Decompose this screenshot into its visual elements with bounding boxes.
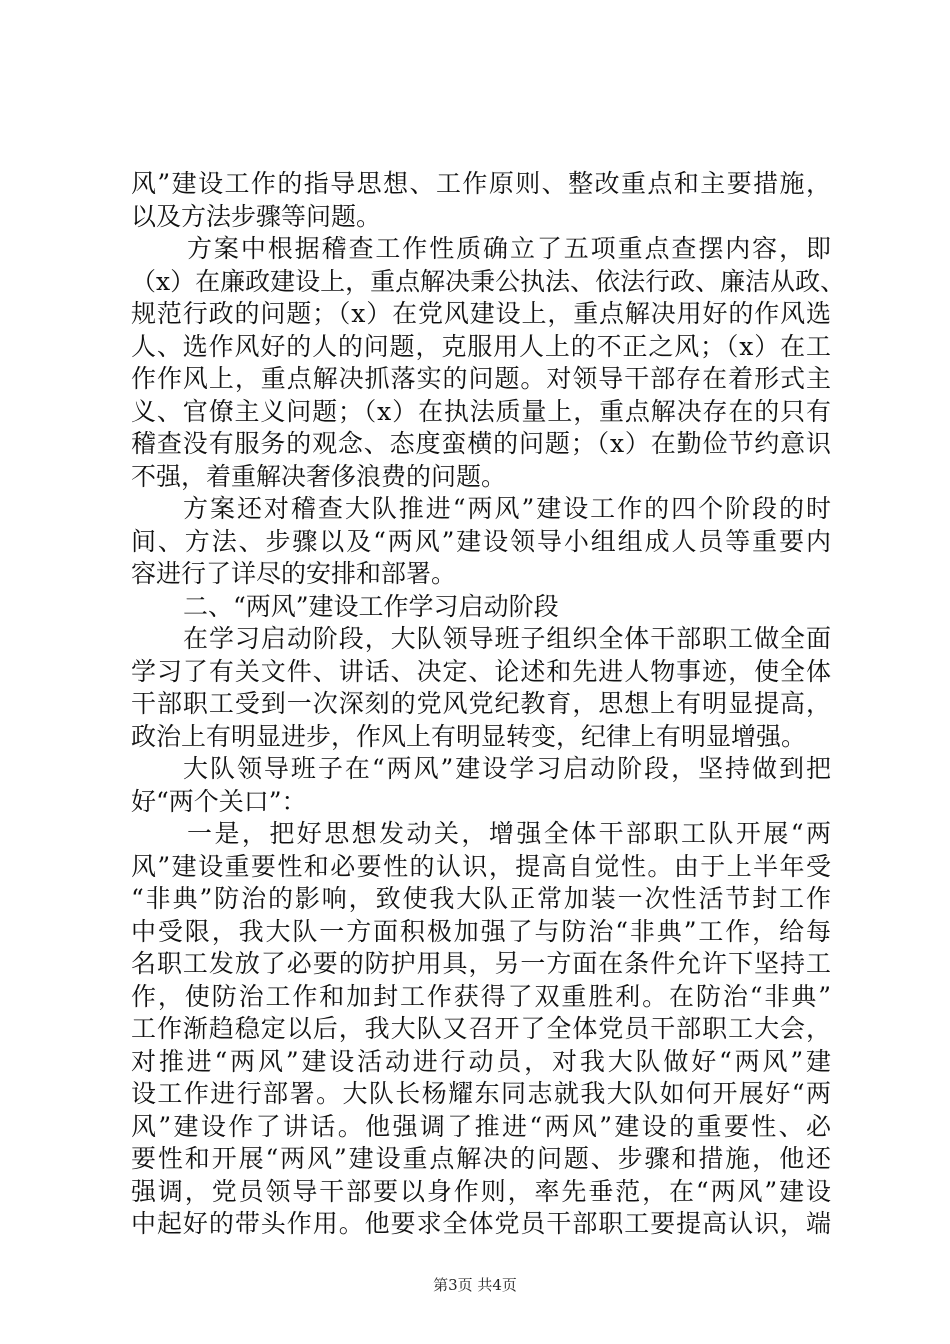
text-line: 风”建设重要性和必要性的认识，提高自觉性。由于上半年受 — [131, 851, 831, 881]
text-line: 设工作进行部署。大队长杨耀东同志就我大队如何开展好“两 — [131, 1079, 831, 1108]
text-line: （x）在廉政建设上，重点解决秉公执法、依法行政、廉洁从政、 — [131, 266, 846, 296]
text-line: 学习了有关文件、讲话、决定、论述和先进人物事迹，使全体 — [131, 656, 831, 686]
page-footer — [0, 1274, 950, 1295]
paragraph-start-line: 一是，把好思想发动关，增强全体干部职工队开展“两 — [187, 819, 831, 848]
text-line: 义、官僚主义问题；（x）在执法质量上，重点解决存在的只有 — [131, 396, 831, 426]
text-line: 对推进“两风”建设活动进行动员，对我大队做好“两风”建 — [131, 1046, 831, 1076]
paragraph-start-line: 大队领导班子在“两风”建设学习启动阶段，坚持做到把 — [183, 754, 831, 783]
text-line: 名职工发放了必要的防护用具，另一方面在条件允许下坚持工 — [131, 949, 831, 978]
text-line: 政治上有明显进步，作风上有明显转变，纪律上有明显增强。 — [131, 721, 807, 751]
section-heading: 二、“两风”建设工作学习启动阶段 — [183, 591, 559, 621]
text-line: 以及方法步骤等问题。 — [131, 201, 382, 231]
text-line: 间、方法、步骤以及“两风”建设领导小组组成人员等重要内 — [131, 526, 831, 556]
text-line: 风”建设工作的指导思想、工作原则、整改重点和主要措施， — [131, 169, 831, 198]
text-line: 要性和开展“两风”建设重点解决的问题、步骤和措施，他还 — [131, 1144, 831, 1173]
text-line: 容进行了详尽的安排和部署。 — [131, 559, 457, 588]
page-number-label: 第3页 共4页 — [433, 1276, 517, 1294]
text-line: 规范行政的问题；（x）在党风建设上，重点解决用好的作风选 — [131, 299, 831, 328]
text-line: 干部职工受到一次深刻的党风党纪教育，思想上有明显提高， — [131, 689, 831, 718]
paragraph-start-line: 方案还对稽查大队推进“两风”建设工作的四个阶段的时 — [183, 494, 831, 523]
document-body — [131, 168, 846, 1241]
text-line: 人、选作风好的人的问题，克服用人上的不正之风；（x）在工 — [131, 331, 831, 361]
paragraph-start-line: 在学习启动阶段，大队领导班子组织全体干部职工做全面 — [183, 624, 831, 653]
text-line: 强调，党员领导干部要以身作则，率先垂范，在“两风”建设 — [131, 1176, 831, 1206]
text-line: 中受限，我大队一方面积极加强了与防治“非典”工作，给每 — [131, 916, 831, 946]
text-line: 稽查没有服务的观念、态度蛮横的问题；（x）在勤俭节约意识 — [131, 429, 831, 458]
text-line: 风”建设作了讲话。他强调了推进“两风”建设的重要性、必 — [131, 1111, 831, 1141]
text-line: 作作风上，重点解决抓落实的问题。对领导干部存在着形式主 — [131, 364, 831, 393]
paragraph-start-line: 方案中根据稽查工作性质确立了五项重点查摆内容，即 — [187, 234, 831, 263]
text-line: 好“两个关口”： — [131, 786, 307, 816]
text-line: 不强，着重解决奢侈浪费的问题。 — [131, 461, 507, 491]
text-line: 中起好的带头作用。他要求全体党员干部职工要提高认识，端 — [131, 1209, 831, 1238]
text-line: “非典”防治的影响，致使我大队正常加装一次性活节封工作 — [131, 884, 831, 913]
text-line: 工作渐趋稳定以后，我大队又召开了全体党员干部职工大会， — [131, 1014, 831, 1043]
text-line: 作，使防治工作和加封工作获得了双重胜利。在防治“非典” — [131, 981, 831, 1011]
